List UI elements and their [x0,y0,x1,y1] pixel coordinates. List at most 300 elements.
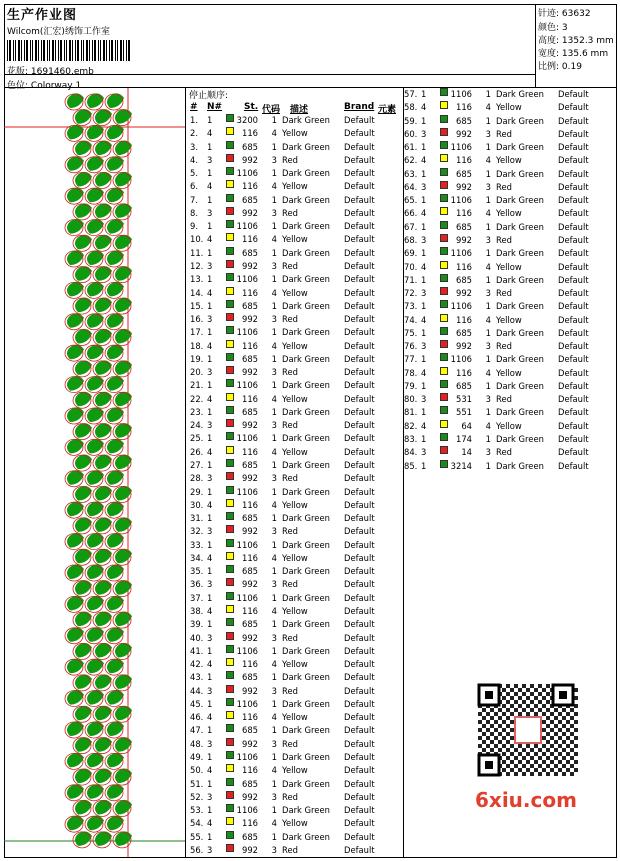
sequence-row [404,221,614,234]
row-stitches: 116 [242,128,258,139]
sequence-row [404,247,614,260]
row-code: 1 [271,513,277,524]
row-stitches: 992 [456,341,472,352]
row-brand: Default [558,89,589,99]
row-description: Dark Green [496,115,544,126]
color-swatch [226,220,234,228]
row-code: 1 [271,406,277,417]
row-stitches: 685 [456,115,472,126]
row-number: 20. [190,367,204,378]
row-brand: Default [344,287,375,298]
row-description: Yellow [282,499,308,510]
row-stitches: 992 [242,473,258,484]
row-description: Dark Green [282,141,330,152]
row-code: 1 [485,115,491,126]
row-number: 84. [404,447,418,458]
row-needle: 1 [421,195,427,206]
row-brand: Default [558,460,589,471]
row-code: 3 [271,632,277,643]
row-needle: 1 [421,142,427,153]
col-header-st: St. [244,102,259,112]
row-brand: Default [558,434,589,445]
color-swatch [226,340,234,348]
row-brand: Default [344,327,375,338]
row-number: 41. [190,645,204,656]
row-stitches: 992 [242,738,258,749]
row-description: Yellow [282,765,308,776]
row-code: 1 [271,725,277,736]
row-needle: 3 [421,447,427,458]
row-stitches: 116 [242,605,258,616]
row-stitches: 116 [456,208,472,219]
row-stitches: 1106 [450,142,472,153]
row-code: 4 [485,314,491,325]
row-description: Dark Green [496,142,544,153]
row-code: 4 [485,102,491,113]
row-code: 4 [271,765,277,776]
sequence-row [190,167,400,180]
row-code: 1 [485,327,491,338]
row-number: 26. [190,446,204,457]
row-needle: 3 [207,367,213,378]
sequence-row [404,433,614,446]
row-brand: Default [558,341,589,352]
row-number: 25. [190,433,204,444]
color-swatch [226,791,234,799]
row-stitches: 992 [456,288,472,299]
row-needle: 3 [421,288,427,299]
row-needle: 1 [207,115,213,125]
row-brand: Default [344,274,375,285]
row-brand: Default [344,460,375,471]
row-needle: 4 [207,659,213,670]
color-swatch [226,645,234,653]
row-number: 22. [190,393,204,404]
row-stitches: 1106 [236,698,258,709]
row-needle: 4 [207,499,213,510]
row-number: 65. [404,195,418,206]
row-brand: Default [558,234,589,245]
sequence-row [404,181,614,194]
sequence-row [404,234,614,247]
row-description: Dark Green [282,805,330,816]
color-swatch [226,711,234,719]
row-needle: 1 [421,168,427,179]
stat-width: 宽度: 135.6 mm [538,49,609,59]
row-brand: Default [558,288,589,299]
row-code: 1 [485,248,491,259]
row-code: 1 [271,433,277,444]
row-code: 3 [485,234,491,245]
row-number: 28. [190,473,204,484]
color-swatch [226,233,234,241]
row-brand: Default [344,645,375,656]
row-brand: Default [344,207,375,218]
row-description: Dark Green [496,460,544,471]
row-description: Dark Green [496,327,544,338]
color-swatch [440,221,448,229]
row-number: 55. [190,831,204,842]
sequence-row [190,273,400,286]
color-swatch [440,274,448,282]
row-stitches: 531 [456,394,472,405]
row-needle: 1 [207,619,213,630]
row-needle: 3 [207,526,213,537]
row-brand: Default [344,340,375,351]
row-description: Dark Green [282,353,330,364]
row-code: 3 [271,579,277,590]
row-description: Yellow [282,659,308,670]
site-logo: 6xiu.com [475,788,577,812]
sequence-row [190,141,400,154]
row-code: 1 [271,486,277,497]
row-number: 69. [404,248,418,259]
color-swatch [226,552,234,560]
row-needle: 1 [421,460,427,471]
color-swatch [226,671,234,679]
color-swatch [226,618,234,626]
row-number: 37. [190,592,204,603]
color-swatch [440,287,448,295]
row-description: Dark Green [282,406,330,417]
row-code: 1 [271,168,277,179]
row-brand: Default [558,168,589,179]
row-description: Red [282,154,298,165]
row-brand: Default [344,181,375,192]
color-swatch [226,632,234,640]
row-code: 1 [271,619,277,630]
row-stitches: 116 [242,287,258,298]
row-number: 35. [190,566,204,577]
row-brand: Default [558,248,589,259]
color-swatch [226,194,234,202]
col-header-brand: Brand [344,102,375,112]
row-description: Red [496,128,512,139]
sequence-row [190,592,400,605]
row-stitches: 685 [456,221,472,232]
row-number: 30. [190,499,204,510]
row-brand: Default [344,579,375,590]
sequence-row [404,393,614,406]
row-description: Dark Green [496,195,544,206]
row-needle: 4 [207,287,213,298]
color-swatch [440,181,448,189]
row-brand: Default [344,154,375,165]
row-code: 4 [485,208,491,219]
sequence-row [190,459,400,472]
stat-stitches: 针迹: 63632 [538,9,591,19]
color-swatch [226,379,234,387]
row-needle: 3 [207,632,213,643]
color-swatch [226,114,234,122]
row-brand: Default [344,314,375,325]
row-needle: 1 [421,354,427,365]
row-brand: Default [344,605,375,616]
color-swatch [440,88,448,96]
row-description: Dark Green [282,433,330,444]
sequence-row [404,101,614,114]
row-description: Yellow [282,605,308,616]
row-needle: 4 [207,765,213,776]
row-description: Red [282,632,298,643]
sequence-row [190,194,400,207]
row-stitches: 685 [242,619,258,630]
row-number: 60. [404,128,418,139]
row-brand: Default [558,195,589,206]
row-needle: 4 [207,128,213,139]
color-swatch [440,420,448,428]
row-brand: Default [344,698,375,709]
row-stitches: 992 [242,526,258,537]
row-stitches: 992 [242,420,258,431]
row-code: 1 [271,751,277,762]
row-description: Red [282,260,298,271]
row-code: 4 [271,605,277,616]
sequence-row [190,486,400,499]
color-swatch [226,287,234,295]
color-swatch [226,247,234,255]
sequence-row [190,618,400,631]
sequence-row [190,393,400,406]
row-number: 52. [190,791,204,802]
row-number: 66. [404,208,418,219]
sequence-row [190,406,400,419]
row-description: Dark Green [496,274,544,285]
row-needle: 4 [421,261,427,272]
row-number: 51. [190,778,204,789]
color-swatch [226,724,234,732]
sequence-row [190,711,400,724]
row-code: 1 [485,380,491,391]
row-needle: 4 [207,552,213,563]
row-number: 47. [190,725,204,736]
row-description: Dark Green [282,778,330,789]
row-brand: Default [558,261,589,272]
row-number: 64. [404,181,418,192]
row-description: Dark Green [282,486,330,497]
row-code: 4 [271,712,277,723]
row-brand: Default [344,194,375,205]
sequence-row [190,340,400,353]
row-brand: Default [344,765,375,776]
sequence-row [190,287,400,300]
row-number: 42. [190,659,204,670]
color-swatch [440,115,448,123]
row-number: 7. [190,194,198,205]
row-needle: 1 [207,168,213,179]
row-stitches: 685 [456,168,472,179]
row-description: Dark Green [282,672,330,683]
sequence-row [190,446,400,459]
row-description: Dark Green [282,619,330,630]
color-swatch [226,738,234,746]
row-code: 4 [271,181,277,192]
row-stitches: 116 [242,446,258,457]
row-code: 3 [271,738,277,749]
row-number: 16. [190,314,204,325]
row-needle: 1 [207,300,213,311]
header-panel [4,4,536,91]
row-brand: Default [344,791,375,802]
row-brand: Default [344,353,375,364]
sequence-row [190,764,400,777]
row-number: 57. [404,89,418,99]
sequence-row [404,207,614,220]
row-number: 6. [190,181,198,192]
row-stitches: 3200 [236,115,258,125]
color-swatch [226,778,234,786]
row-code: 1 [485,274,491,285]
row-brand: Default [344,552,375,563]
row-stitches: 992 [242,260,258,271]
row-code: 1 [485,168,491,179]
row-brand: Default [558,181,589,192]
color-swatch [226,260,234,268]
row-code: 1 [485,142,491,153]
row-brand: Default [344,406,375,417]
row-number: 48. [190,738,204,749]
row-code: 1 [271,141,277,152]
row-description: Dark Green [496,248,544,259]
row-brand: Default [344,751,375,762]
design-preview [4,88,186,858]
row-stitches: 1106 [236,327,258,338]
row-stitches: 116 [456,261,472,272]
sequence-row [190,114,400,127]
row-description: Yellow [282,128,308,139]
row-number: 29. [190,486,204,497]
row-stitches: 1106 [450,354,472,365]
sequence-row [190,472,400,485]
sequence-row [190,432,400,445]
row-needle: 3 [207,260,213,271]
sequence-row [190,207,400,220]
row-description: Dark Green [282,327,330,338]
row-code: 4 [271,393,277,404]
row-needle: 3 [207,154,213,165]
row-code: 1 [485,407,491,418]
row-number: 2. [190,128,198,139]
row-needle: 3 [207,844,213,855]
row-description: Yellow [282,818,308,829]
row-needle: 4 [421,208,427,219]
row-needle: 3 [207,473,213,484]
row-needle: 1 [207,380,213,391]
row-needle: 3 [421,181,427,192]
color-swatch [226,141,234,149]
row-stitches: 116 [456,367,472,378]
sequence-row [190,791,400,804]
row-stitches: 1106 [236,486,258,497]
row-number: 44. [190,685,204,696]
row-stitches: 1106 [236,274,258,285]
row-code: 1 [271,460,277,471]
sequence-row [190,658,400,671]
row-stitches: 1106 [236,645,258,656]
col-header-num: # [190,102,198,112]
row-code: 1 [271,380,277,391]
color-swatch [440,367,448,375]
color-swatch [226,565,234,573]
row-needle: 3 [421,234,427,245]
row-stitches: 685 [242,566,258,577]
row-description: Yellow [282,234,308,245]
row-number: 11. [190,247,204,258]
row-number: 62. [404,155,418,166]
row-description: Red [282,314,298,325]
row-stitches: 116 [242,393,258,404]
row-stitches: 1106 [450,195,472,206]
row-needle: 3 [421,341,427,352]
row-code: 1 [271,353,277,364]
row-code: 1 [271,300,277,311]
row-description: Dark Green [496,221,544,232]
row-description: Red [496,447,512,458]
row-number: 27. [190,460,204,471]
row-description: Red [496,181,512,192]
row-needle: 1 [207,566,213,577]
row-description: Yellow [496,102,522,113]
row-description: Red [282,420,298,431]
row-description: Red [282,207,298,218]
row-brand: Default [344,632,375,643]
row-description: Dark Green [282,221,330,232]
sequence-row [190,499,400,512]
row-brand: Default [344,128,375,139]
row-needle: 1 [207,725,213,736]
row-code: 3 [271,844,277,855]
row-brand: Default [344,619,375,630]
row-stitches: 685 [456,274,472,285]
row-code: 4 [485,367,491,378]
row-code: 1 [485,434,491,445]
row-brand: Default [344,659,375,670]
row-needle: 4 [207,393,213,404]
row-code: 3 [485,394,491,405]
row-number: 78. [404,367,418,378]
design-label: 花版: [7,67,29,77]
row-needle: 4 [421,420,427,431]
row-number: 23. [190,406,204,417]
sequence-row [404,367,614,380]
row-needle: 1 [207,486,213,497]
row-number: 10. [190,234,204,245]
row-code: 1 [271,805,277,816]
row-code: 1 [271,247,277,258]
row-needle: 4 [207,446,213,457]
color-swatch [226,393,234,401]
row-brand: Default [558,221,589,232]
sequence-row [404,327,614,340]
row-needle: 1 [421,115,427,126]
row-description: Yellow [496,155,522,166]
row-brand: Default [344,420,375,431]
row-stitches: 14 [461,447,472,458]
color-swatch [440,194,448,202]
row-brand: Default [344,805,375,816]
color-swatch [226,764,234,772]
row-number: 61. [404,142,418,153]
row-code: 4 [271,659,277,670]
row-brand: Default [344,818,375,829]
sequence-row [190,751,400,764]
row-code: 1 [271,672,277,683]
color-swatch [226,539,234,547]
row-stitches: 116 [242,340,258,351]
row-description: Dark Green [496,407,544,418]
sequence-row [190,685,400,698]
row-code: 1 [271,327,277,338]
